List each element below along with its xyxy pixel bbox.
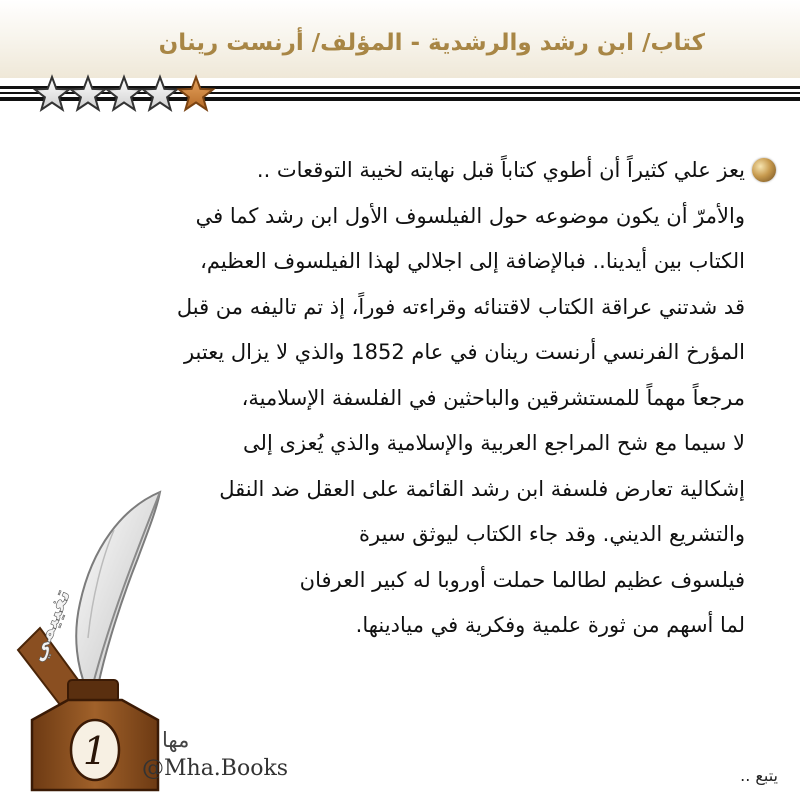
text-line: قد شدتني عراقة الكتاب لاقتنائه وقراءته فوراً، إذ تم تاليفه من قبل — [176, 294, 745, 319]
text-line: يعز علي كثيراً أن أطوي كتاباً قبل نهايته لخيبة التوقعات .. — [256, 158, 745, 182]
star-empty-icon — [143, 77, 177, 110]
page-title: كتاب/ ابن رشد والرشدية - المؤلف/ أرنست رينان — [158, 30, 705, 56]
page-number: 1 — [82, 729, 108, 773]
text-line: إشكالية تعارض فلسفة ابن رشد القائمة على العقل ضد النقل — [219, 476, 745, 501]
bullet-icon — [752, 158, 776, 182]
text-line: مرجعاً مهماً للمستشرقين والباحثين في الفلسفة الإسلامية، — [241, 385, 745, 410]
text-line: لما أسهم من ثورة علمية وفكرية في ميادينها. — [355, 613, 745, 637]
continued-label: يتبع .. — [740, 766, 778, 785]
text-line: الكتاب بين أيدينا.. فبالإضافة إلى اجلالي لهذا الفيلسوف العظيم، — [200, 249, 745, 273]
star-empty-icon — [35, 77, 69, 110]
author-handle: @Mha.Books — [142, 756, 289, 781]
text-line: والتشريع الديني. وقد جاء الكتاب ليوثق سيرة — [359, 522, 745, 546]
ribbon-text: تغييمي — [24, 585, 76, 666]
text-line: لا سيما مع شح المراجع العربية والإسلامية والذي يُعزى إلى — [243, 431, 745, 455]
star-filled-icon — [179, 77, 213, 110]
text-line: والأمرّ أن يكون موضوعه حول الفيلسوف الأول ابن رشد كما في — [195, 203, 745, 228]
star-empty-icon — [71, 77, 105, 110]
text-line: المؤرخ الفرنسي أرنست رينان في عام 1852 والذي لا يزال يعتبر — [183, 340, 745, 364]
text-line: فيلسوف عظيم لطالما حملت أوروبا له كبير العرفان — [299, 567, 745, 592]
signature: مها — [162, 728, 190, 752]
quill-inkwell-logo — [10, 488, 180, 798]
rating-stars — [30, 72, 235, 116]
star-empty-icon — [107, 77, 141, 110]
